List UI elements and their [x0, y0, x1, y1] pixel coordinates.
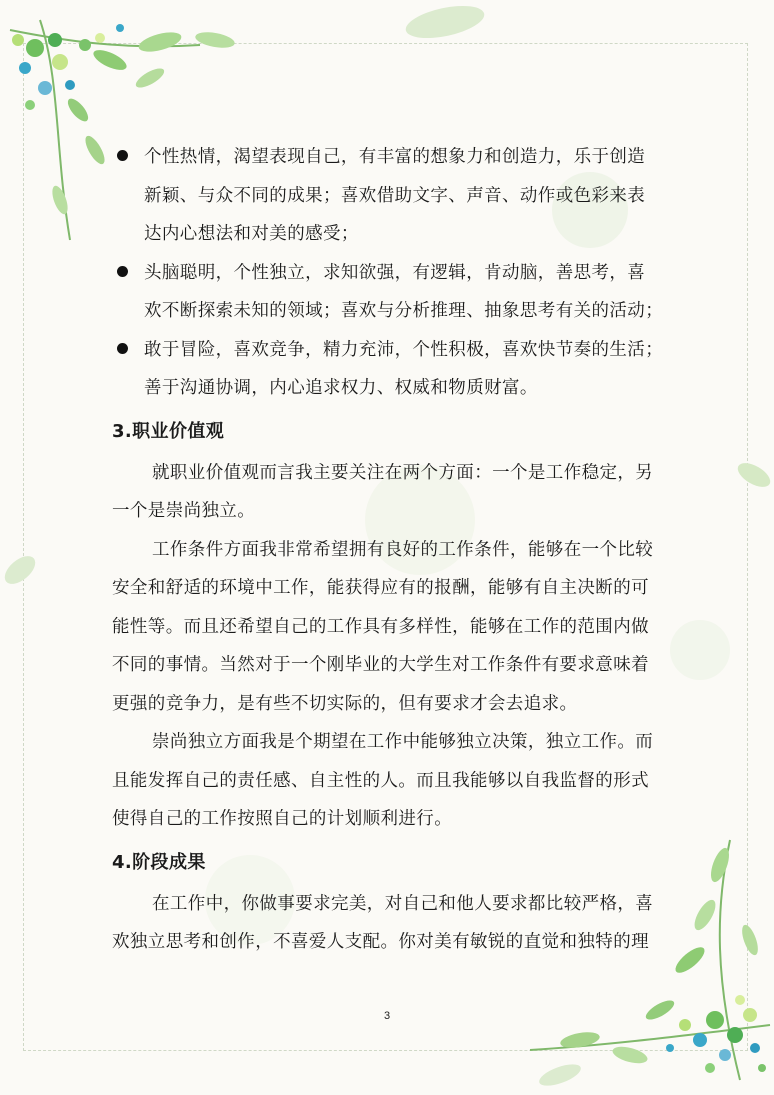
paragraph-line: 崇尚独立方面我是个期望在工作中能够独立决策，独立工作。而	[152, 732, 654, 752]
paragraph-line: 不同的事情。当然对于一个刚毕业的大学生对工作条件有要求意味着	[112, 655, 649, 675]
bullet-line: 头脑聪明，个性独立，求知欲强，有逻辑，肯动脑，善思考，喜	[144, 262, 646, 283]
paragraph-line: 一个是崇尚独立。	[112, 501, 256, 521]
paragraph-line: 且能发挥自己的责任感、自主性的人。而且我能够以自我监督的形式	[112, 770, 649, 791]
paragraph-line: 在工作中，你做事要求完美，对自己和他人要求都比较严格，喜	[152, 893, 654, 914]
bullet-icon	[117, 343, 128, 354]
bullet-item	[112, 254, 672, 331]
paragraph-line: 工作条件方面我非常希望拥有良好的工作条件，能够在一个比较	[152, 539, 654, 560]
bullet-item	[112, 331, 672, 408]
paragraph-line: 欢独立思考和创作，不喜爱人支配。你对美有敏锐的直觉和独特的理	[112, 932, 649, 952]
bullet-line: 个性热情，渴望表现自己，有丰富的想象力和创造力，乐于创造	[144, 147, 646, 167]
bullet-line: 欢不断探索未知的领域；喜欢与分析推理、抽象思考有关的活动；	[144, 301, 664, 321]
bullet-line: 敢于冒险，喜欢竞争，精力充沛，个性积极，喜欢快节奏的生活；	[144, 339, 664, 360]
page-number: 3	[383, 1010, 391, 1022]
document-body	[112, 138, 672, 962]
right-leaf-icon	[730, 450, 774, 500]
left-leaf-icon	[0, 540, 50, 600]
bullet-line: 善于沟通协调，内心追求权力、权威和物质财富。	[144, 378, 538, 398]
paragraph	[112, 723, 672, 839]
paragraph	[112, 454, 672, 531]
section-heading: 4.阶段成果	[112, 851, 206, 873]
paragraph-line: 安全和舒适的环境中工作，能获得应有的报酬，能够有自主决断的可	[112, 578, 649, 598]
paragraph-line: 就职业价值观而言我主要关注在两个方面：一个是工作稳定，另	[152, 462, 654, 483]
top-leaf-icon	[385, 0, 505, 45]
paragraph-line: 使得自己的工作按照自己的计划顺利进行。	[112, 809, 453, 829]
paragraph	[112, 885, 672, 962]
paragraph	[112, 531, 672, 724]
paragraph-line: 更强的竞争力，是有些不切实际的，但有要求才会去追求。	[112, 693, 578, 714]
paragraph-line: 能性等。而且还希望自己的工作具有多样性，能够在工作的范围内做	[112, 616, 649, 637]
bullet-icon	[117, 150, 128, 161]
bullet-icon	[117, 266, 128, 277]
section-heading: 3.职业价值观	[112, 420, 225, 442]
bullet-line: 新颖、与众不同的成果；喜欢借助文字、声音、动作或色彩来表	[144, 185, 646, 206]
bullet-item	[112, 138, 672, 254]
bullet-line: 达内心想法和对美的感受；	[144, 224, 359, 244]
